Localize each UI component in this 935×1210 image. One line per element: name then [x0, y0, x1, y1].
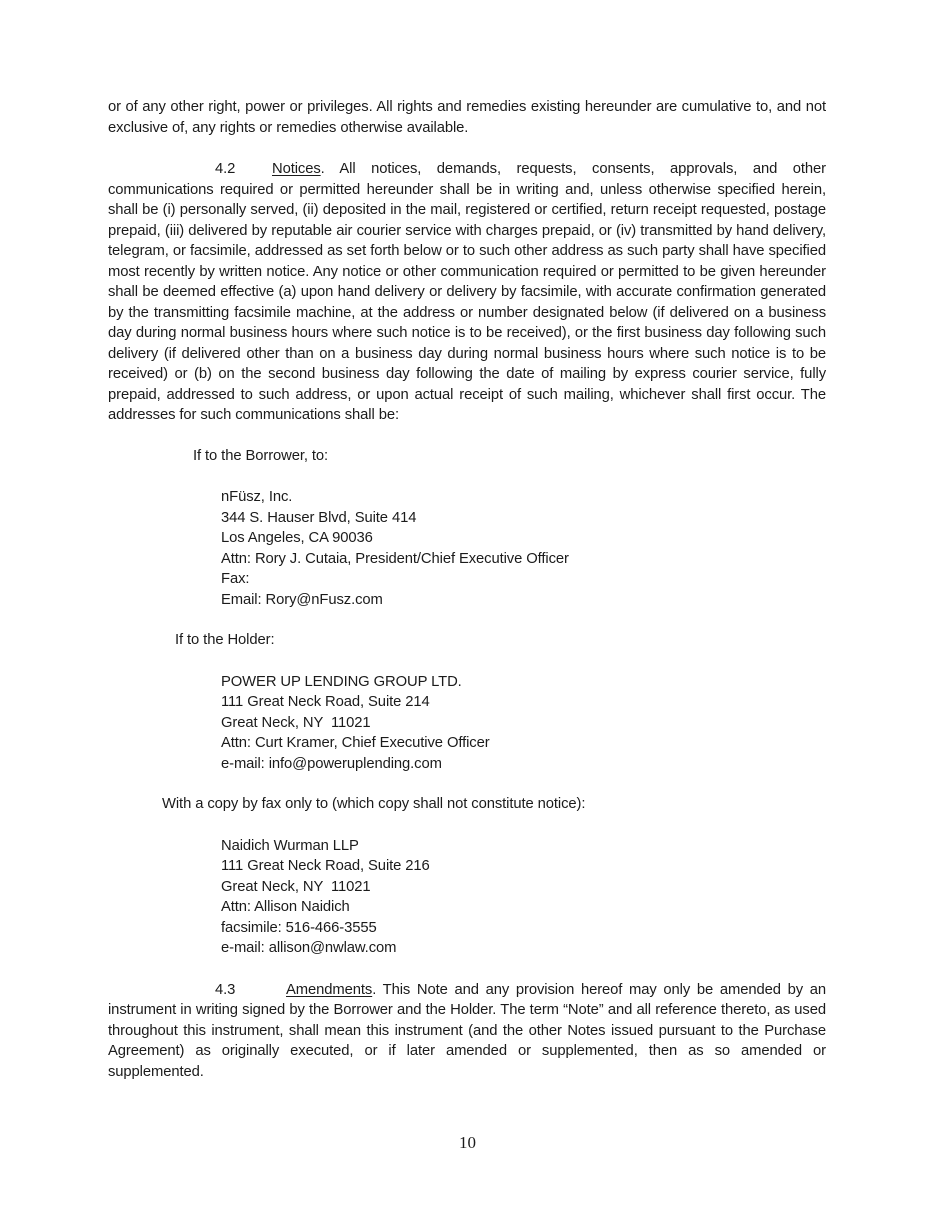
- copy-facsimile-line: facsimile: 516-466-3555: [221, 919, 377, 936]
- section-4-2-paragraph: [108, 159, 826, 426]
- holder-street-line: 111 Great Neck Road, Suite 214: [221, 694, 430, 710]
- copy-attn-line: Attn: Allison Naidich: [221, 899, 350, 915]
- holder-company-line: POWER UP LENDING GROUP LTD.: [221, 673, 462, 690]
- borrower-address-block: [108, 487, 826, 610]
- section-4-3-number: 4.3: [215, 981, 236, 998]
- intro-paragraph: or of any other right, power or privileges. All rights and remedies existing hereunder are cumulative to, and not exclusive of, any rights or remedies otherwise available.: [108, 99, 826, 136]
- copy-street-line: 111 Great Neck Road, Suite 216: [221, 858, 430, 874]
- holder-lead: If to the Holder:: [175, 632, 275, 648]
- holder-city-line: Great Neck, NY 11021: [221, 714, 371, 731]
- borrower-company-line: nFüsz, Inc.: [221, 489, 293, 505]
- section-4-2-body: . All notices, demands, requests, consents, approvals, and other communications required or permitted hereunder shall be in writing and, unless otherwise specified herein, shall be (i) personally served, (ii) deposited in the mail, registered or certified, return receipt requested, postage prepaid, (iii) delivered by reputable air courier service with charges prepaid, or (iv) transmitted by hand delivery, telegram, or facsimile, addressed as set forth below or to such other address as such party shall have specified most recently by written notice. Any notice or other communication required or permitted to be given hereunder shall be deemed effective (a) upon hand delivery or delivery by facsimile, with accurate confirmation generated by the transmitting facsimile machine, at the address or number designated below (if delivered on a business day during normal business hours where such notice is to be received), or the first business day following such delivery (if delivered other than on a business day during normal business hours where such notice is to be received) or (b) on the second business day following the date of mailing by express courier service, fully prepaid, addressed to such address, or upon actual receipt of such mailing, whichever shall first occur. The addresses for such communications shall be:: [108, 161, 826, 423]
- copy-firm-line: Naidich Wurman LLP: [221, 837, 359, 854]
- section-4-3-heading: Amendments: [286, 981, 373, 998]
- borrower-city-line: Los Angeles, CA 90036: [221, 530, 373, 546]
- holder-email-line: e-mail: info@poweruplending.com: [221, 755, 442, 772]
- copy-address-block: [108, 836, 826, 959]
- copy-city-line: Great Neck, NY 11021: [221, 878, 371, 895]
- section-4-2-heading: Notices: [272, 161, 321, 177]
- borrower-street-line: 344 S. Hauser Blvd, Suite 414: [221, 509, 417, 526]
- copy-lead: With a copy by fax only to (which copy shall not constitute notice):: [162, 796, 586, 812]
- borrower-fax-line: Fax:: [221, 571, 250, 587]
- borrower-email-line: Email: Rory@nFusz.com: [221, 591, 383, 608]
- section-4-3-paragraph: [108, 980, 826, 1083]
- page-number: 10: [459, 1133, 476, 1152]
- borrower-lead: If to the Borrower, to:: [193, 447, 329, 464]
- section-4-2-number: 4.2: [215, 161, 236, 177]
- borrower-attn-line: Attn: Rory J. Cutaia, President/Chief Executive Officer: [221, 550, 569, 567]
- holder-attn-line: Attn: Curt Kramer, Chief Executive Officer: [221, 735, 490, 751]
- copy-email-line: e-mail: allison@nwlaw.com: [221, 940, 397, 956]
- section-4-3-body: . This Note and any provision hereof may only be amended by an instrument in writing signed by the Borrower and the Holder. The term “Note” and all reference thereto, as used throughout this instrument, shall mean this instrument (and the other Notes issued pursuant to the Purchase Agreement) as originally executed, or if later amended or supplemented, then as so amended or supplemented.: [108, 981, 826, 1080]
- holder-address-block: [108, 672, 826, 775]
